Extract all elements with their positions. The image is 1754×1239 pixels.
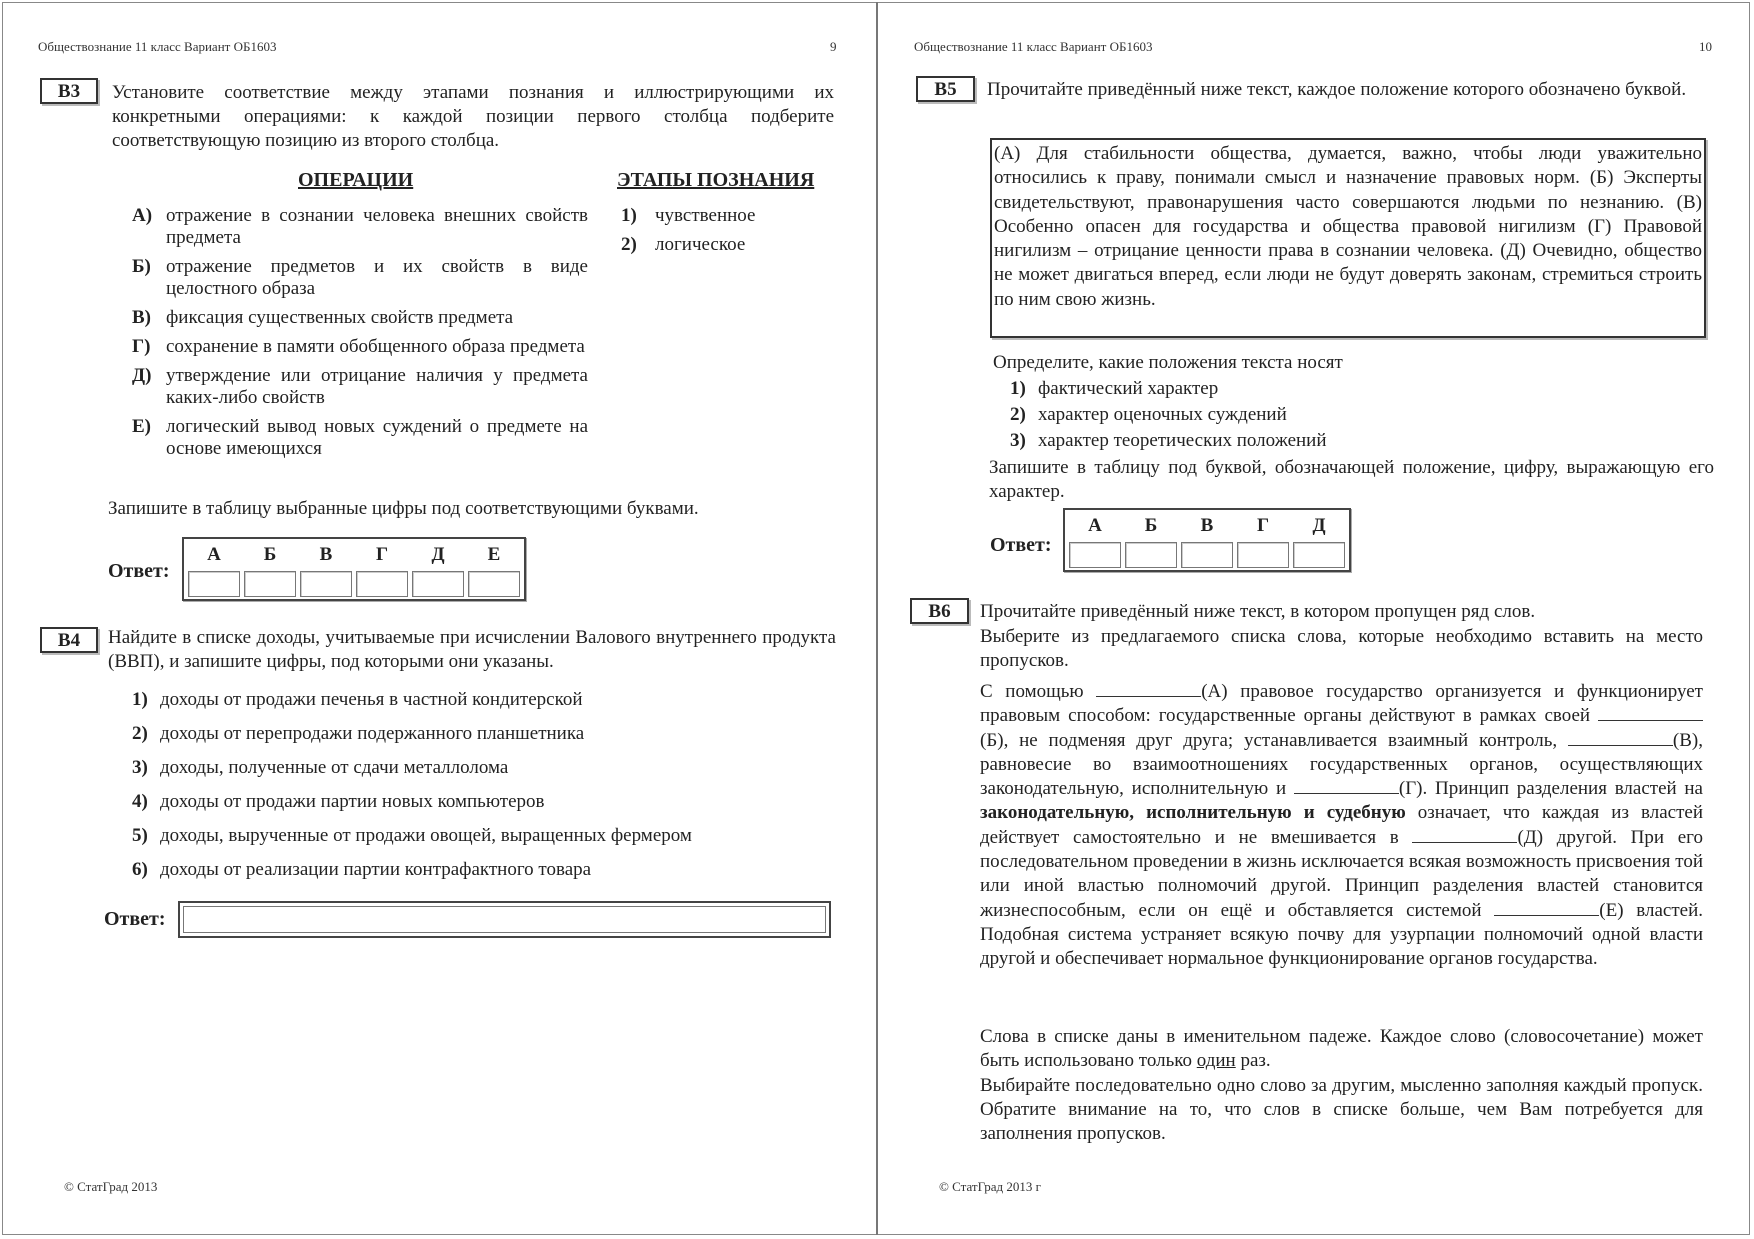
b5-intro: Прочитайте приведённый ниже текст, каждое положение которого обозначено буквой. xyxy=(987,79,1687,100)
answer-column-header: В xyxy=(1200,515,1214,536)
stage-number: 2) xyxy=(621,234,637,255)
answer-cell-e[interactable] xyxy=(468,571,520,597)
income-text: доходы от реализации партии контрафактного товара xyxy=(160,859,592,880)
operations-list xyxy=(132,205,588,467)
page-footer: © СтатГрад 2013 г xyxy=(939,1179,1041,1194)
option-number: 2) xyxy=(1010,404,1026,425)
b3-answer-table xyxy=(182,537,526,601)
stage-number: 1) xyxy=(621,205,637,226)
answer-cell-b[interactable] xyxy=(244,571,296,597)
income-text: доходы от перепродажи подержанного планшетника xyxy=(160,723,585,744)
income-number: 6) xyxy=(132,859,148,880)
income-text: доходы, вырученные от продажи овощей, выращенных фермером xyxy=(160,825,692,846)
b4-income-list xyxy=(132,689,832,881)
text-segment: (Б), не подменяя друг друга; устанавливается взаимный контроль, xyxy=(980,729,1568,751)
blank-g[interactable] xyxy=(1294,777,1399,794)
b5-instruction: Запишите в таблицу под буквой, обозначающей положение, цифру, выражающую его характер. xyxy=(989,457,1714,502)
question-label-b4: B4 xyxy=(40,627,98,653)
question-label-b6: B6 xyxy=(910,598,969,624)
b5-source-text: (А) Для стабильности общества, думается, важно, чтобы люди уважительно относились к праву, понимали смысл и назначение правовых норм. (Б) Эксперты свидетельствуют, правонарушения часто совершаются людьми по незнанию. (В) Особенно опасен для государства и общества правовой нигилизм (Г) Правовой нигилизм – отрицание ценности права в сознании человека. (Д) Очевидно, общество не может двигаться вперед, если люди не будут доверять законам, стремиться строить по ним свою жизнь. xyxy=(990,138,1706,338)
b6-intro-2: Выберите из предлагаемого списка слова, которые необходимо вставить на место пропусков. xyxy=(980,626,1703,671)
income-item xyxy=(132,757,832,779)
operation-text: логический вывод новых суждений о предмете на основе имеющихся xyxy=(166,416,588,459)
note-text: Слова в списке даны в именительном падеже. Каждое слово (словосочетание) может быть использовано только xyxy=(980,1026,1703,1071)
operation-item xyxy=(132,256,588,300)
income-number: 3) xyxy=(132,757,148,778)
operation-text: сохранение в памяти обобщенного образа предмета xyxy=(166,336,585,357)
character-option xyxy=(1010,430,1610,452)
stage-text: чувственное xyxy=(655,205,756,226)
operation-letter: Д) xyxy=(132,365,152,386)
b3-intro: Установите соответствие между этапами познания и иллюстрирующими их конкретными операциями: к каждой позиции первого столбца подберите соответствующую позицию из второго столбца. xyxy=(112,82,834,151)
option-text: характер теоретических положений xyxy=(1038,430,1327,451)
income-item xyxy=(132,689,832,711)
b4-answer-label: Ответ: xyxy=(104,908,166,930)
answer-cell-b[interactable] xyxy=(1125,542,1177,568)
page-number: 10 xyxy=(1699,39,1712,54)
operation-item xyxy=(132,365,588,409)
text-segment: (Е) властей. Подобная система устраняет всякую почву для узурпации полномочий одной власти другой и обеспечивает нормальное функционирование органов государства. xyxy=(980,899,1703,970)
blank-v[interactable] xyxy=(1568,729,1673,746)
page-divider xyxy=(876,2,878,1235)
answer-cell-v[interactable] xyxy=(1181,542,1233,568)
option-text: фактический характер xyxy=(1038,378,1219,399)
b4-answer-box xyxy=(178,901,831,938)
answer-column-header: Г xyxy=(375,544,389,565)
operation-item xyxy=(132,416,588,460)
stages-heading: ЭТАПЫ ПОЗНАНИЯ xyxy=(617,169,815,191)
text-segment: С помощью xyxy=(980,681,1097,702)
stage-item xyxy=(621,234,821,256)
income-number: 1) xyxy=(132,689,148,710)
answer-cell-v[interactable] xyxy=(300,571,352,597)
answer-column-header: Д xyxy=(431,544,445,565)
text-segment: (Г). Принцип разделения властей на xyxy=(1398,778,1703,800)
income-text: доходы от продажи партии новых компьютеров xyxy=(160,791,545,812)
b3-instruction: Запишите в таблицу выбранные цифры под соответствующими буквами. xyxy=(108,498,699,519)
operation-text: отражение в сознании человека внешних свойств предмета xyxy=(166,205,588,248)
page-header: Обществознание 11 класс Вариант ОБ1603 xyxy=(38,39,277,54)
operation-letter: А) xyxy=(132,205,153,226)
operation-item xyxy=(132,336,588,358)
operation-item xyxy=(132,307,588,329)
question-label-b3: B3 xyxy=(40,78,98,104)
operation-text: утверждение или отрицание наличия у предмета каких-либо свойств xyxy=(166,365,588,408)
page-number: 9 xyxy=(830,39,837,54)
income-item xyxy=(132,723,832,745)
character-option xyxy=(1010,404,1610,426)
b6-note-2: Выбирайте последовательно одно слово за другим, мысленно заполняя каждый пропуск. Обратите внимание на то, что слов в списке больше, чем Вам потребуется для заполнения пропусков. xyxy=(980,1075,1703,1144)
operation-letter: Е) xyxy=(132,416,151,437)
income-number: 4) xyxy=(132,791,148,812)
answer-cell-a[interactable] xyxy=(188,571,240,597)
income-text: доходы, полученные от сдачи металлолома xyxy=(160,757,509,778)
income-item xyxy=(132,791,832,813)
b5-question: Определите, какие положения текста носят xyxy=(993,352,1343,373)
income-number: 2) xyxy=(132,723,148,744)
answer-column-header: А xyxy=(207,544,221,565)
income-item xyxy=(132,825,832,847)
answer-cell-g[interactable] xyxy=(356,571,408,597)
b5-answer-label: Ответ: xyxy=(990,534,1052,556)
income-item xyxy=(132,859,832,881)
answer-cell-g[interactable] xyxy=(1237,542,1289,568)
bold-segment: законодательную, исполнительную и судебную xyxy=(980,802,1406,824)
operation-text: фиксация существенных свойств предмета xyxy=(166,307,514,328)
income-text: доходы от продажи печенья в частной кондитерской xyxy=(160,689,583,710)
b6-intro-1: Прочитайте приведённый ниже текст, в котором пропущен ряд слов. xyxy=(980,601,1536,622)
operations-heading: ОПЕРАЦИИ xyxy=(298,169,414,191)
answer-column-header: В xyxy=(319,544,333,565)
b4-answer-input[interactable] xyxy=(183,906,826,933)
answer-column-header: Б xyxy=(263,544,277,565)
b5-options xyxy=(1010,378,1610,452)
operation-letter: В) xyxy=(132,307,151,328)
operation-letter: Б) xyxy=(132,256,151,277)
answer-column-header: Б xyxy=(1144,515,1158,536)
b6-note-1 xyxy=(980,1025,1703,1073)
note-text: раз. xyxy=(1235,1050,1271,1071)
answer-cell-d[interactable] xyxy=(1293,542,1345,568)
text-segment: означает, что каждая из властей действует самостоятельно и не вмешивается в xyxy=(980,802,1703,848)
stages-list xyxy=(621,205,821,263)
blank-e[interactable] xyxy=(1494,899,1599,916)
answer-column-header: Г xyxy=(1256,515,1270,536)
stage-text: логическое xyxy=(655,234,746,255)
answer-column-header: Д xyxy=(1312,515,1326,536)
b3-answer-label: Ответ: xyxy=(108,560,170,582)
page-footer: © СтатГрад 2013 xyxy=(64,1179,158,1194)
option-text: характер оценочных суждений xyxy=(1038,404,1287,425)
income-number: 5) xyxy=(132,825,148,846)
character-option xyxy=(1010,378,1610,400)
blank-a[interactable] xyxy=(1096,680,1201,697)
b5-answer-table xyxy=(1063,508,1351,572)
operation-text: отражение предметов и их свойств в виде целостного образа xyxy=(166,256,588,299)
note-underlined: один xyxy=(1196,1050,1236,1071)
answer-column-header: А xyxy=(1088,515,1102,536)
answer-cell-a[interactable] xyxy=(1069,542,1121,568)
answer-cell-d[interactable] xyxy=(412,571,464,597)
answer-column-header: Е xyxy=(487,544,501,565)
option-number: 3) xyxy=(1010,430,1026,451)
text-segment: (Д) другой. При его последовательном проведении в жизнь исключается всякая возможность присвоения той или иной властью полномочий другой. Принцип разделения властей становится жизнеспособным, если он ещё и обставляется системой xyxy=(980,826,1703,921)
option-number: 1) xyxy=(1010,378,1026,399)
page-header: Обществознание 11 класс Вариант ОБ1603 xyxy=(914,39,1153,54)
b4-intro: Найдите в списке доходы, учитываемые при исчислении Валового внутреннего продукта (ВВП), и запишите цифры, под которыми они указаны. xyxy=(108,627,836,672)
operation-item xyxy=(132,205,588,249)
b6-gapped-text xyxy=(980,680,1703,972)
operation-letter: Г) xyxy=(132,336,151,357)
blank-b[interactable] xyxy=(1598,704,1703,721)
text-segment: (А) правовое государство организуется и функционирует правовым способом: государственные органы действуют в рамках своей xyxy=(980,681,1703,727)
text-segment: (В), равновесие во взаимоотношениях государственных органов, осуществляющих законодательную, исполнительную и xyxy=(980,729,1703,800)
stage-item xyxy=(621,205,821,227)
blank-d[interactable] xyxy=(1412,826,1517,843)
question-label-b5: B5 xyxy=(916,76,975,102)
